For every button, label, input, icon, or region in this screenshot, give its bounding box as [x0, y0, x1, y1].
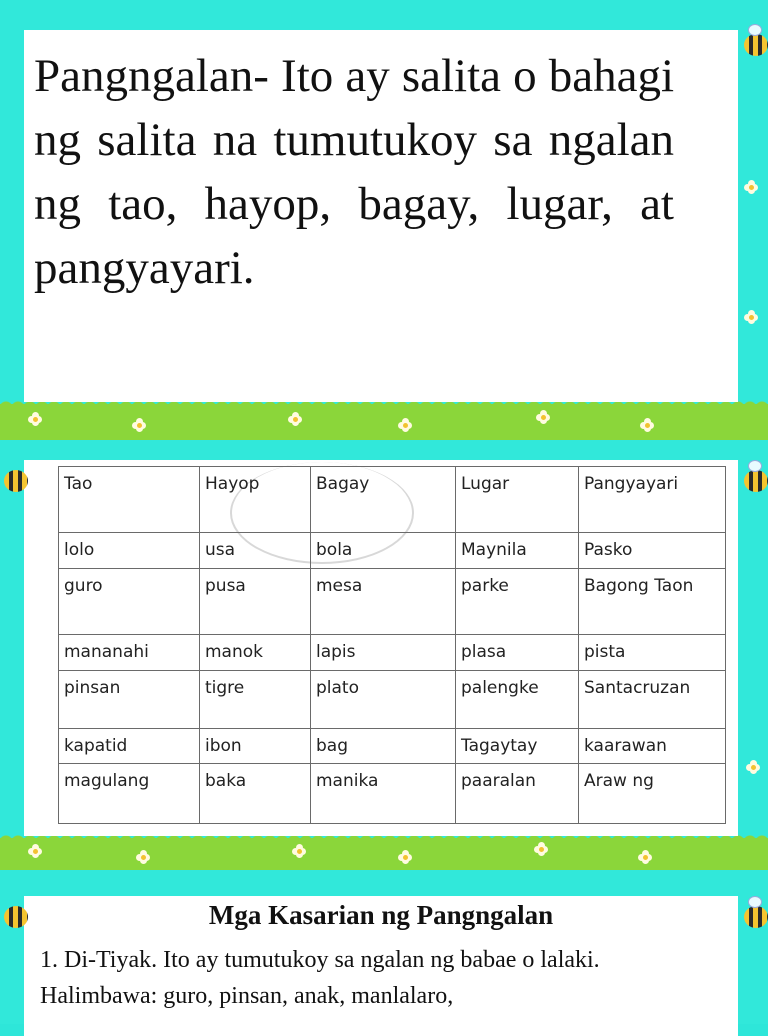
- table-cell: usa: [200, 533, 311, 569]
- section-body: 1. Di-Tiyak. Ito ay tumutukoy sa ngalan ng babae o lalaki. Halimbawa: guro, pinsan, anak, manlalaro,: [40, 947, 600, 1009]
- bee-wing-icon: [748, 460, 762, 472]
- column-header: Tao: [59, 467, 200, 533]
- flower-icon: [288, 412, 302, 426]
- grass-strip: [0, 838, 768, 870]
- section-title: Mga Kasarian ng Pangngalan: [208, 900, 554, 930]
- flower-icon: [28, 412, 42, 426]
- flower-icon: [744, 310, 758, 324]
- table-cell: Santacruzan: [579, 671, 726, 729]
- flower-icon: [136, 850, 150, 864]
- flower-icon: [132, 418, 146, 432]
- table-cell: pusa: [200, 569, 311, 635]
- table-cell: plasa: [456, 635, 579, 671]
- table-row: [59, 533, 726, 569]
- bee-wing-icon: [748, 24, 762, 36]
- table-row: [59, 569, 726, 635]
- table-cell: kaarawan: [579, 729, 726, 764]
- flower-icon: [536, 410, 550, 424]
- table-cell: kapatid: [59, 729, 200, 764]
- table-cell: plato: [311, 671, 456, 729]
- table-cell: guro: [59, 569, 200, 635]
- table-cell: lapis: [311, 635, 456, 671]
- bee-icon: [744, 34, 768, 56]
- table-cell: pinsan: [59, 671, 200, 729]
- table-cell: tigre: [200, 671, 311, 729]
- table-cell: mesa: [311, 569, 456, 635]
- table-row: [59, 764, 726, 824]
- flower-icon: [534, 842, 548, 856]
- table-cell: baka: [200, 764, 311, 824]
- table-cell: bola: [311, 533, 456, 569]
- table-cell: manika: [311, 764, 456, 824]
- flower-icon: [746, 760, 760, 774]
- column-header: Pangyayari: [579, 467, 726, 533]
- table-cell: pista: [579, 635, 726, 671]
- table-cell: magulang: [59, 764, 200, 824]
- bee-icon: [4, 470, 28, 492]
- flower-icon: [398, 850, 412, 864]
- flower-icon: [398, 418, 412, 432]
- flower-icon: [640, 418, 654, 432]
- flower-icon: [28, 844, 42, 858]
- table-cell: parke: [456, 569, 579, 635]
- flower-icon: [292, 844, 306, 858]
- column-header: Hayop: [200, 467, 311, 533]
- table-cell: ibon: [200, 729, 311, 764]
- table-cell: Bagong Taon: [579, 569, 726, 635]
- table-cell: lolo: [59, 533, 200, 569]
- table-cell: Tagaytay: [456, 729, 579, 764]
- table-cell: palengke: [456, 671, 579, 729]
- flower-icon: [638, 850, 652, 864]
- column-header: Bagay: [311, 467, 456, 533]
- table-cell: Maynila: [456, 533, 579, 569]
- noun-table: [58, 466, 726, 824]
- column-header: Lugar: [456, 467, 579, 533]
- table-cell: bag: [311, 729, 456, 764]
- table-row: [59, 635, 726, 671]
- bee-icon: [4, 906, 28, 928]
- table-row: [59, 671, 726, 729]
- flower-icon: [744, 180, 758, 194]
- table-cell: Araw ng: [579, 764, 726, 824]
- bee-icon: [744, 906, 768, 928]
- table-cell: manok: [200, 635, 311, 671]
- table-cell: paaralan: [456, 764, 579, 824]
- bee-icon: [744, 470, 768, 492]
- bee-wing-icon: [748, 896, 762, 908]
- table-cell: mananahi: [59, 635, 200, 671]
- table-cell: Pasko: [579, 533, 726, 569]
- table-row: [59, 729, 726, 764]
- definition-text: Pangngalan- Ito ay salita o bahagi ng salita na tumutukoy sa ngalan ng tao, hayop, bagay, lugar, at pangyayari.: [34, 50, 674, 294]
- table-header-row: [59, 467, 726, 533]
